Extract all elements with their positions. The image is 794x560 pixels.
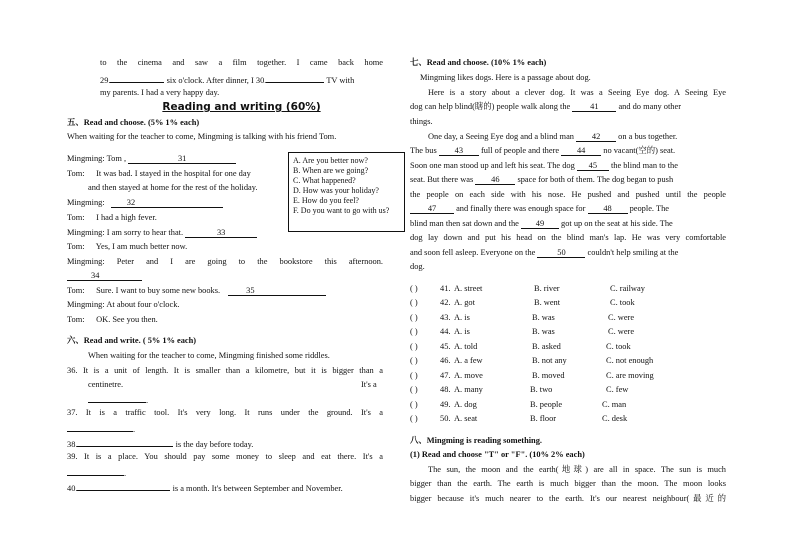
riddle-40-text: is a month. It's between September and November. (172, 484, 343, 493)
blank-32[interactable] (111, 198, 223, 208)
options-box (288, 152, 405, 232)
dialog-text: It was bad. I stayed in the hospital for one day (96, 169, 251, 178)
option-a: A. move (454, 371, 483, 380)
blank-49-number: 49 (535, 219, 545, 228)
speaker-label: Tom: (67, 169, 85, 178)
passage-line-7 (410, 175, 673, 186)
passage-text: Soon one man stood up and left his seat. The dog (410, 161, 575, 170)
passage-line-11: dog lay down and put his head on the blind man's lap. He was very comfortable (410, 233, 726, 242)
option-a: A. street (454, 284, 483, 293)
option-a: A. got (454, 298, 475, 307)
blank-47-number: 47 (427, 204, 437, 213)
dialog-text: Tom , (106, 154, 127, 163)
blank-44[interactable] (561, 146, 601, 156)
passage-line-1: Here is a story about a clever dog. It was a Seeing Eye dog. A Seeing Eye (428, 88, 726, 97)
speaker-label: Mingming: (67, 228, 105, 237)
riddle-37-blank-line: . (67, 422, 135, 436)
blank-48-number: 48 (603, 204, 612, 213)
dialog-text: I am sorry to hear that. (106, 228, 184, 237)
section-5-title: 五、Read and choose. (5% 1% each) (67, 118, 200, 127)
intro-line-3: my parents. I had a very happy day. (100, 88, 220, 97)
option-a: A. Are you better now? (293, 156, 368, 165)
passage-line-4 (428, 132, 677, 143)
passage-text: full of people and there (480, 146, 560, 155)
section-8-subtitle: (1) Read and choose "T" or "F". (10% 2% each) (410, 450, 585, 459)
passage-line-2 (410, 102, 726, 113)
dialog-line-tom-2 (67, 213, 157, 224)
option-c: C. man (602, 400, 627, 409)
option-a: A. a few (454, 356, 483, 365)
dialog-line-34: Mingming: Peter and I are going to the bookstore this afternoon. (67, 257, 383, 266)
option-c: C. took (610, 298, 635, 307)
blank-46[interactable] (475, 175, 515, 185)
option-b: B. river (534, 284, 560, 293)
answer-paren[interactable]: ( ) (410, 298, 418, 307)
blank-29-number: 29. (100, 76, 111, 85)
option-a: A. is (454, 327, 470, 336)
riddle-38-number: 38. (67, 440, 78, 449)
riddle-37: 37. It is a traffic tool. It's very long. It runs under the ground. It's a (67, 408, 383, 417)
option-c: C. are moving (606, 371, 654, 380)
dialog-text: OK. See you then. (96, 315, 158, 324)
question-number: 45. (440, 342, 451, 351)
riddle-36-line-2: centinetre. (88, 380, 124, 389)
passage-text: couldn't help smiling at the (587, 248, 679, 257)
option-b: B. two (530, 385, 553, 394)
blank-41[interactable] (572, 102, 616, 112)
dialog-text: At about four o'clock. (106, 300, 180, 309)
question-number: 42. (440, 298, 451, 307)
passage-text: and do many other (618, 102, 682, 111)
dialog-line-33 (67, 228, 257, 239)
riddle-40 (67, 481, 343, 495)
dialog-line-32 (67, 198, 223, 209)
section-7-title: 七、Read and choose. (10% 1% each) (410, 58, 547, 67)
option-b: B. went (534, 298, 561, 307)
section-heading: Reading and writing (60%) (162, 101, 321, 113)
blank-49[interactable] (521, 219, 559, 229)
reading-line-3: bigger because it's much nearer to the earth. It's our nearest neighbour(最近的 (410, 494, 726, 503)
dialog-line-31 (67, 154, 236, 165)
option-a: A. many (454, 385, 483, 394)
speaker-label: Tom: (67, 242, 85, 251)
option-a: A. is (454, 313, 470, 322)
dialog-line-tom-1b: and then stayed at home for the rest of the holiday. (88, 183, 258, 192)
speaker-label: Mingming: (67, 300, 105, 309)
passage-line-8: the people on each side with his nose. He pushed and pushed until the people (410, 190, 726, 199)
blank-29[interactable] (110, 73, 164, 83)
passage-line-10 (410, 219, 673, 230)
dialog-text: Yes, I am much better now. (95, 242, 188, 251)
passage-line-9 (410, 204, 669, 215)
option-a: A. told (454, 342, 478, 351)
reading-line-1: The sun, the moon and the earth(地球) are all in space. The sun is much (428, 465, 726, 474)
riddle-36-its: It's a (361, 380, 377, 389)
blank-34-number: 34 (91, 271, 100, 280)
speaker-label: Tom: (67, 213, 85, 222)
option-e: E. How do you feel? (293, 195, 359, 205)
option-c: C. were (608, 327, 635, 336)
question-number: 48. (440, 385, 451, 394)
blank-47[interactable] (410, 204, 454, 214)
blank-50-number: 50 (557, 248, 566, 257)
option-b: B. floor (530, 414, 557, 423)
blank-42-number: 42 (591, 132, 601, 141)
blank-42[interactable] (576, 132, 616, 142)
option-b: B. was (532, 313, 555, 322)
question-number: 47. (440, 371, 451, 380)
question-number: 49. (440, 400, 451, 409)
question-number: 43. (440, 313, 451, 322)
blank-33-number: 33 (216, 228, 226, 237)
passage-text: blind man then sat down and the (410, 219, 519, 228)
question-number: 50. (440, 414, 451, 423)
section-5-intro: When waiting for the teacher to come, Mingming is talking with his friend Tom. (67, 132, 337, 141)
blank-35[interactable] (228, 286, 326, 296)
passage-text: no vacant(空的) seat. (603, 146, 676, 155)
blank-43[interactable] (439, 146, 479, 156)
speaker-label: Mingming: (67, 198, 105, 207)
option-b: B. moved (532, 371, 565, 380)
passage-text: dog can help blind(瞎的) people walk along the (410, 102, 571, 111)
dialog-text: I had a high fever. (96, 213, 157, 222)
passage-text: and finally there was enough space for (456, 204, 586, 213)
option-c: C. few (606, 385, 629, 394)
blank-48[interactable] (588, 204, 628, 214)
dialog-text: Sure. I want to buy some new books. (96, 286, 221, 295)
option-b: B. When are we going? (293, 165, 369, 175)
section-6-title: 六、Read and write. ( 5% 1% each) (67, 336, 197, 345)
blank-38[interactable] (77, 437, 173, 447)
blank-30[interactable] (266, 73, 324, 83)
passage-text: people. The (629, 204, 669, 213)
dialog-line-34-blank (67, 271, 142, 282)
question-number: 44. (440, 327, 451, 336)
riddle-40-number: 40. (67, 484, 78, 493)
passage-text: the blind man to the (610, 161, 678, 170)
option-b: B. people (530, 400, 563, 409)
blank-44-number: 44 (576, 146, 586, 155)
riddle-36-line-1: 36. It is a unit of length. It is smaller than a kilometre, but it is bigger than a (67, 366, 383, 375)
option-c: C. railway (610, 284, 645, 293)
option-a: A. dog (454, 400, 477, 409)
riddle-38-text: is the day before today. (175, 440, 254, 449)
reading-line-2: bigger than the earth. The earth is much bigger than the moon. The moon looks (410, 479, 726, 488)
option-c: C. What happened? (293, 175, 356, 185)
riddle-39-blank-line: . (67, 466, 126, 480)
answer-paren[interactable]: ( ) (410, 284, 418, 293)
blank-46-number: 46 (491, 175, 500, 184)
option-c: C. desk (602, 414, 628, 423)
dialog-line-mingming-4 (67, 300, 180, 311)
passage-line-5 (410, 146, 675, 157)
option-c: C. not enough (606, 356, 654, 365)
blank-50[interactable] (537, 248, 585, 258)
passage-text: got up on the seat at his side. The (561, 219, 673, 228)
passage-text: seat. But there was (410, 175, 474, 184)
blank-31-number: 31 (177, 154, 187, 163)
blank-45[interactable] (577, 161, 609, 171)
passage-text: space for both of them. The dog began to push (517, 175, 674, 184)
speaker-label: Mingming: (67, 154, 105, 163)
blank-45-number: 45 (588, 161, 598, 170)
dialog-line-35 (67, 286, 326, 297)
passage-line-6 (410, 161, 678, 172)
answer-paren[interactable]: ( ) (410, 313, 418, 322)
blank-35-number: 35 (246, 286, 255, 295)
speaker-label: Tom: (67, 286, 85, 295)
option-b: B. asked (532, 342, 561, 351)
passage-text: One day, a Seeing Eye dog and a blind man (428, 132, 574, 141)
blank-37[interactable] (67, 422, 133, 432)
blank-36[interactable] (88, 393, 146, 403)
question-number: 41. (440, 284, 451, 293)
blank-39[interactable] (67, 466, 124, 476)
option-c: C. took (606, 342, 631, 351)
intro-line-1: to the cinema and saw a film together. I came back home (100, 58, 383, 67)
answer-paren[interactable]: ( ) (410, 385, 418, 394)
blank-43-number: 43 (454, 146, 464, 155)
dialog-line-tom-3 (67, 242, 187, 253)
blank-31[interactable] (128, 154, 236, 164)
option-f: F. Do you want to go with us? (293, 205, 390, 215)
option-b: B. was (532, 327, 555, 336)
riddle-39: 39. It is a place. You should pay some money to sleep and eat there. It's a (67, 452, 383, 461)
passage-text: The bus (410, 146, 437, 155)
dialog-line-tom-4 (67, 315, 158, 326)
option-a: A. seat (454, 414, 478, 423)
answer-paren[interactable]: ( ) (410, 414, 418, 423)
intro-line-2 (100, 73, 383, 87)
intro-line-2-end: TV with (326, 76, 355, 85)
blank-34[interactable] (67, 271, 142, 281)
answer-paren[interactable]: ( ) (410, 400, 418, 409)
passage-text: on a bus together. (618, 132, 678, 141)
blank-40[interactable] (77, 481, 170, 491)
blank-33[interactable] (185, 228, 257, 238)
passage-line-12 (410, 248, 678, 259)
intro-line-2-text: six o'clock. After dinner, I 30. (166, 76, 267, 85)
dialog-line-tom-1 (67, 169, 283, 180)
section-8-title: 八、Mingming is reading something. (410, 436, 542, 445)
question-number: 46. (440, 356, 451, 365)
passage-text: and soon fell asleep. Everyone on the (410, 248, 536, 257)
blank-41-number: 41 (590, 102, 599, 111)
option-c: C. were (608, 313, 635, 322)
answer-paren[interactable]: ( ) (410, 342, 418, 351)
riddle-38 (67, 437, 253, 451)
section-7-intro: Mingming likes dogs. Here is a passage about dog. (420, 73, 591, 82)
option-b: B. not any (532, 356, 567, 365)
answer-paren[interactable]: ( ) (410, 327, 418, 336)
speaker-label: Tom: (67, 315, 85, 324)
riddle-36-blank-line: . (88, 393, 148, 407)
answer-paren[interactable]: ( ) (410, 356, 418, 365)
section-6-intro: When waiting for the teacher to come, Mingming finished some riddles. (88, 351, 330, 360)
passage-line-3: things. (410, 117, 433, 126)
passage-line-13: dog. (410, 262, 425, 271)
answer-paren[interactable]: ( ) (410, 371, 418, 380)
option-d: D. How was your holiday? (293, 185, 379, 195)
blank-32-number: 32 (126, 198, 136, 207)
